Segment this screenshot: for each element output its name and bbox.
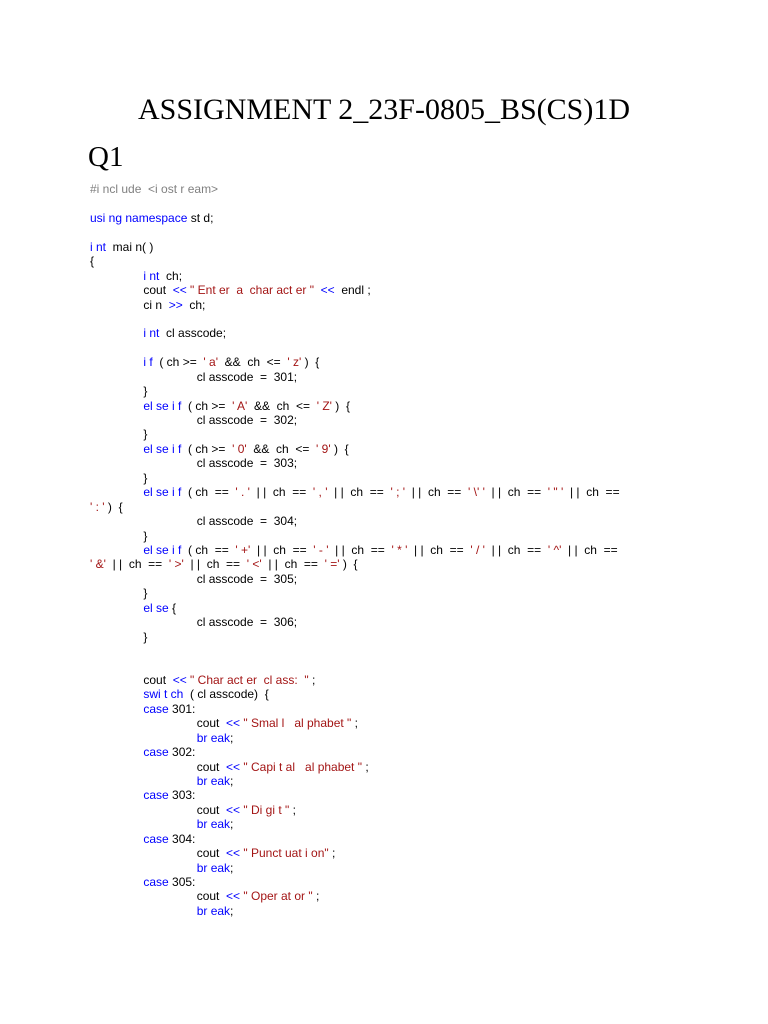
code-token: | | ch == bbox=[249, 485, 313, 500]
code-token: ; bbox=[308, 672, 316, 687]
code-token: ' Z' bbox=[316, 398, 332, 413]
code-token: i f bbox=[143, 355, 153, 370]
code-token: | | ch == bbox=[561, 542, 618, 557]
code-token: " Smal l al phabet " bbox=[240, 716, 352, 731]
code-line bbox=[90, 731, 690, 745]
code-line bbox=[90, 615, 690, 629]
code-line bbox=[90, 846, 690, 860]
code-token: ' A' bbox=[232, 398, 248, 413]
code-token: << bbox=[320, 283, 335, 298]
code-token: ; bbox=[230, 903, 234, 918]
code-token: ( ch >= bbox=[181, 398, 233, 413]
code-line bbox=[90, 745, 690, 759]
code-token: 302: bbox=[168, 745, 196, 760]
code-token: ch; bbox=[159, 268, 183, 283]
code-token: ) { bbox=[339, 557, 358, 572]
code-token: cl asscode; bbox=[159, 326, 227, 341]
code-token: ) { bbox=[301, 355, 320, 370]
code-line bbox=[90, 240, 690, 254]
code-token: ; bbox=[289, 802, 296, 817]
code-token: ch; bbox=[182, 297, 206, 312]
code-token: ' 9' bbox=[316, 441, 331, 456]
code-line bbox=[90, 875, 690, 889]
code-line bbox=[90, 889, 690, 903]
code-token: } bbox=[90, 528, 148, 543]
code-line bbox=[90, 543, 690, 557]
code-token bbox=[90, 774, 197, 788]
code-line bbox=[90, 326, 690, 340]
code-line bbox=[90, 760, 690, 774]
code-token: el se i f bbox=[143, 485, 182, 500]
code-line bbox=[90, 817, 690, 831]
code-token: | | ch == bbox=[405, 485, 468, 500]
code-token bbox=[90, 399, 143, 413]
code-token: ' 0' bbox=[232, 441, 247, 456]
code-token: ' &' bbox=[90, 557, 106, 572]
code-line bbox=[90, 298, 690, 312]
code-token: ) { bbox=[104, 499, 123, 514]
code-token bbox=[90, 745, 143, 759]
code-token: ( ch >= bbox=[152, 355, 204, 370]
code-token: st d; bbox=[187, 210, 214, 225]
code-line bbox=[90, 211, 690, 225]
code-token: ci n bbox=[90, 297, 169, 312]
code-token: cout bbox=[90, 283, 173, 298]
code-line bbox=[90, 384, 690, 398]
code-token: ' ; ' bbox=[390, 485, 406, 500]
code-token: cl asscode = 303; bbox=[90, 456, 298, 471]
code-token: case bbox=[143, 788, 169, 803]
code-token: ( ch >= bbox=[181, 441, 233, 456]
code-token: el se i f bbox=[143, 441, 182, 456]
code-token: } bbox=[90, 427, 148, 442]
code-token: cout bbox=[90, 759, 227, 774]
code-token bbox=[90, 485, 143, 499]
code-token bbox=[90, 326, 143, 340]
code-token: mai n( ) bbox=[106, 239, 154, 254]
code-token bbox=[90, 601, 143, 615]
code-line bbox=[90, 658, 690, 672]
code-token: br eak bbox=[196, 773, 231, 788]
code-token: } bbox=[90, 384, 148, 399]
code-line bbox=[90, 861, 690, 875]
code-token: ' * ' bbox=[391, 542, 408, 557]
code-token: " Capi t al al phabet " bbox=[240, 759, 362, 774]
code-token: ' . ' bbox=[235, 485, 250, 500]
code-line bbox=[90, 283, 690, 297]
code-token: && ch <= bbox=[247, 398, 317, 413]
code-token: cl asscode = 301; bbox=[90, 369, 298, 384]
code-token: << bbox=[226, 802, 241, 817]
code-token: | | ch == bbox=[328, 542, 392, 557]
code-token: el se bbox=[143, 600, 169, 615]
code-token: cl asscode = 304; bbox=[90, 514, 298, 529]
code-token: 304: bbox=[168, 831, 196, 846]
code-token: " Ent er a char act er " bbox=[186, 283, 314, 298]
code-token bbox=[90, 442, 143, 456]
code-token: | | ch == bbox=[407, 542, 471, 557]
code-token: ( ch == bbox=[181, 485, 236, 500]
code-line bbox=[90, 442, 690, 456]
code-token: 303: bbox=[168, 788, 196, 803]
code-token: >> bbox=[168, 297, 183, 312]
code-token: ) { bbox=[331, 398, 350, 413]
code-line bbox=[90, 312, 690, 326]
code-line bbox=[90, 788, 690, 802]
code-token: i nt bbox=[143, 268, 160, 283]
code-token: i nt bbox=[143, 326, 160, 341]
code-line bbox=[90, 269, 690, 283]
code-token: cout bbox=[90, 889, 227, 904]
code-token: br eak bbox=[196, 903, 231, 918]
code-token bbox=[90, 817, 197, 831]
code-token bbox=[90, 355, 143, 369]
code-token: br eak bbox=[196, 860, 231, 875]
code-token bbox=[90, 543, 143, 557]
code-token: case bbox=[143, 701, 169, 716]
code-line bbox=[90, 716, 690, 730]
code-line bbox=[90, 456, 690, 470]
code-token: << bbox=[226, 759, 241, 774]
code-line bbox=[90, 196, 690, 210]
code-token: << bbox=[226, 889, 241, 904]
code-token: cout bbox=[90, 802, 227, 817]
code-token: ; bbox=[328, 846, 336, 861]
code-token: ' " ' bbox=[547, 485, 564, 500]
code-line bbox=[90, 630, 690, 644]
code-token bbox=[90, 687, 143, 701]
code-token: el se i f bbox=[143, 542, 182, 557]
code-line bbox=[90, 355, 690, 369]
code-token: ' a' bbox=[203, 355, 218, 370]
code-line bbox=[90, 557, 690, 571]
code-line bbox=[90, 904, 690, 918]
code-line bbox=[90, 471, 690, 485]
code-token bbox=[90, 788, 143, 802]
code-token: ' : ' bbox=[90, 499, 105, 514]
code-line bbox=[90, 341, 690, 355]
code-block bbox=[90, 182, 690, 918]
code-token: cl asscode = 302; bbox=[90, 413, 298, 427]
code-token: " Char act er cl ass: " bbox=[186, 672, 309, 687]
code-token: " Di gi t " bbox=[240, 802, 290, 817]
code-token: ' \' ' bbox=[467, 485, 485, 500]
code-token: br eak bbox=[196, 817, 231, 832]
code-line bbox=[90, 254, 690, 268]
code-line bbox=[90, 832, 690, 846]
question-heading: Q1 bbox=[88, 141, 124, 173]
code-token: | | ch == bbox=[183, 557, 247, 572]
code-token: 305: bbox=[168, 875, 196, 889]
code-token: ; bbox=[351, 716, 358, 731]
code-token: { bbox=[90, 254, 95, 269]
code-line bbox=[90, 514, 690, 528]
code-token bbox=[90, 702, 143, 716]
code-line bbox=[90, 427, 690, 441]
code-token: | | ch == bbox=[250, 542, 314, 557]
code-token: endl ; bbox=[334, 283, 371, 298]
code-token: ; bbox=[230, 730, 234, 745]
code-line bbox=[90, 687, 690, 701]
code-token bbox=[90, 832, 143, 846]
code-token: ' / ' bbox=[470, 542, 485, 557]
code-token: | | ch == bbox=[261, 557, 325, 572]
code-line bbox=[90, 803, 690, 817]
code-token: ' - ' bbox=[313, 542, 329, 557]
code-token: << bbox=[172, 672, 187, 687]
code-line bbox=[90, 572, 690, 586]
code-token: el se i f bbox=[143, 398, 182, 413]
code-token: } bbox=[90, 586, 148, 601]
code-token bbox=[90, 731, 197, 745]
code-token: ; bbox=[361, 759, 369, 774]
code-token: cout bbox=[90, 672, 173, 687]
code-token: && ch <= bbox=[246, 441, 317, 456]
code-token: " Oper at or " bbox=[240, 889, 313, 904]
code-line bbox=[90, 673, 690, 687]
code-line bbox=[90, 485, 690, 499]
code-token: && ch <= bbox=[217, 355, 288, 370]
code-token: case bbox=[143, 875, 169, 889]
code-token: } bbox=[90, 629, 148, 644]
code-token: ; bbox=[312, 889, 320, 904]
code-token: ; bbox=[230, 817, 234, 832]
code-token: br eak bbox=[196, 730, 231, 745]
code-token: ( ch == bbox=[181, 542, 236, 557]
code-token: | | ch == bbox=[484, 542, 548, 557]
code-token: swi t ch bbox=[143, 687, 184, 702]
code-token: ; bbox=[230, 860, 234, 875]
code-line bbox=[90, 586, 690, 600]
code-token: ' =' bbox=[324, 557, 340, 572]
document-title: ASSIGNMENT 2_23F-0805_BS(CS)1D bbox=[137, 93, 630, 126]
code-token: cout bbox=[90, 846, 227, 861]
code-token: | | ch == bbox=[563, 485, 620, 500]
code-token: | | ch == bbox=[105, 557, 169, 572]
code-token: cl asscode = 305; bbox=[90, 571, 298, 586]
code-line bbox=[90, 774, 690, 788]
code-token bbox=[314, 283, 321, 297]
code-token: 301: bbox=[168, 701, 196, 716]
code-token: << bbox=[226, 846, 241, 861]
code-token bbox=[90, 875, 143, 889]
code-line bbox=[90, 529, 690, 543]
code-token: ( cl asscode) { bbox=[183, 687, 269, 702]
code-token: cl asscode = 306; bbox=[90, 615, 298, 630]
code-line bbox=[90, 500, 690, 514]
code-token: | | ch == bbox=[484, 485, 548, 500]
code-token: ' ^' bbox=[547, 542, 562, 557]
code-line bbox=[90, 702, 690, 716]
code-token: } bbox=[90, 470, 148, 485]
code-token: cout bbox=[90, 716, 227, 731]
code-line bbox=[90, 601, 690, 615]
code-token: ' >' bbox=[168, 557, 184, 572]
code-token: #i ncl ude <i ost r eam> bbox=[90, 182, 219, 196]
code-token bbox=[90, 861, 197, 875]
code-line bbox=[90, 644, 690, 658]
code-token: " Punct uat i on" bbox=[240, 846, 329, 861]
code-token bbox=[90, 269, 143, 283]
code-token: << bbox=[226, 716, 241, 731]
code-line bbox=[90, 225, 690, 239]
code-token: << bbox=[172, 283, 187, 298]
code-token: | | ch == bbox=[327, 485, 391, 500]
code-token: ; bbox=[230, 773, 234, 788]
code-token: { bbox=[168, 600, 177, 615]
code-token: case bbox=[143, 831, 169, 846]
code-line bbox=[90, 370, 690, 384]
code-token: ) { bbox=[330, 441, 349, 456]
code-line bbox=[90, 399, 690, 413]
code-line bbox=[90, 182, 690, 196]
code-token: i nt bbox=[90, 239, 107, 254]
code-token bbox=[90, 904, 197, 918]
code-token: ' , ' bbox=[312, 485, 328, 500]
code-token: ' <' bbox=[246, 557, 262, 572]
code-token: usi ng namespace bbox=[90, 210, 188, 225]
code-token: case bbox=[143, 745, 169, 760]
code-line bbox=[90, 413, 690, 427]
code-token: ' +' bbox=[235, 542, 251, 557]
code-token: ' z' bbox=[287, 355, 302, 370]
